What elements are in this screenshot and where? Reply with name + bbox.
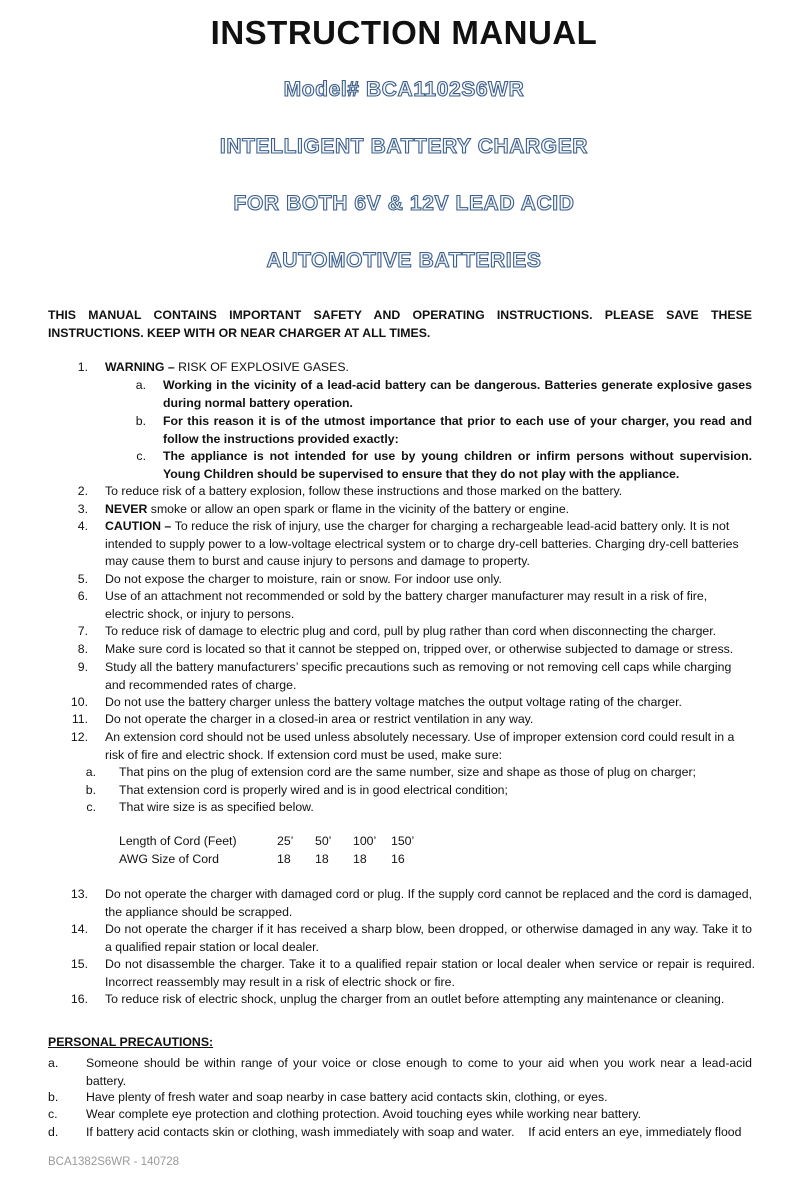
item-number: 1. xyxy=(77,360,88,374)
item-text: Make sure cord is located so that it cannot be stepped on, tripped over, or otherwise subjected to damage or stress. xyxy=(105,642,734,656)
item-text: Use of an attachment not recommended or sold by the battery charger manufacturer may result in a risk of fire, electric shock, or injury to persons. xyxy=(105,589,708,621)
item-number: 12. xyxy=(70,730,88,744)
precaution-label: b. xyxy=(48,1090,59,1104)
item-text: To reduce risk of damage to electric plug and cord, pull by plug rather than cord when disconnecting the charger. xyxy=(105,624,717,638)
table-row xyxy=(119,832,429,850)
sub-item-text: The appliance is not intended for use by young children or infirm persons without supervision. Young Children should be supervised to ensure that they do not play with the appliance. xyxy=(163,449,752,481)
item-text: An extension cord should not be used unless absolutely necessary. Use of improper extension cord could result in a risk of fire and electric shock. If extension cord must be used, make sure: xyxy=(105,730,735,762)
table-row xyxy=(119,850,429,868)
item-number: 2. xyxy=(77,484,88,498)
item-number: 16. xyxy=(70,992,88,1006)
sub-item-text: That wire size is as specified below. xyxy=(119,800,314,814)
item-text: Do not use the battery charger unless the battery voltage matches the output voltage rating of the charger. xyxy=(105,695,682,709)
sub-item-label: a. xyxy=(135,378,146,392)
precaution-label: c. xyxy=(48,1107,58,1121)
table-cell: 25’ xyxy=(277,834,294,848)
item-number: 4. xyxy=(77,519,88,533)
item-number: 8. xyxy=(77,642,88,656)
sub-item-label: c. xyxy=(86,800,96,814)
sub-item-text: That pins on the plug of extension cord are the same number, size and shape as those of plug on charger; xyxy=(119,765,696,779)
item-number: 9. xyxy=(77,660,88,674)
table-cell: 50’ xyxy=(315,834,332,848)
item-text: Do not expose the charger to moisture, rain or snow. For indoor use only. xyxy=(105,572,502,586)
never-label: NEVER xyxy=(105,502,148,516)
table-cell: 18 xyxy=(277,852,291,866)
item-number: 7. xyxy=(77,624,88,638)
item-number: 11. xyxy=(71,712,88,726)
table-cell: 18 xyxy=(353,852,367,866)
warning-label: WARNING – xyxy=(105,360,179,374)
personal-precautions-heading: PERSONAL PRECAUTIONS: xyxy=(48,1035,214,1049)
product-line-2: FOR BOTH 6V & 12V LEAD ACID xyxy=(233,192,575,215)
item-text: Do not operate the charger in a closed-in area or restrict ventilation in any way. xyxy=(105,712,534,726)
product-line-1: INTELLIGENT BATTERY CHARGER xyxy=(219,135,589,158)
manual-title: INSTRUCTION MANUAL xyxy=(210,14,598,51)
item-text: To reduce the risk of injury, use the charger for charging a rechargeable lead-acid battery only. It is not intended to supply power to a low-voltage electrical system or to charge dry-cell batteries. Charging dry-cell batteries may cause them to burst and cause injury to persons and damage to property. xyxy=(105,519,739,569)
item-number: 14. xyxy=(70,922,88,936)
item-number: 5. xyxy=(77,572,88,586)
item-text: Do not operate the charger with damaged cord or plug. If the supply cord cannot be replaced and the cord is damaged, the appliance should be scrapped. xyxy=(105,887,752,919)
item-text: smoke or allow an open spark or flame in the vicinity of the battery or engine. xyxy=(147,502,570,516)
item-number: 3. xyxy=(77,502,88,516)
item-text: RISK OF EXPLOSIVE GASES. xyxy=(178,360,349,374)
sub-item-label: c. xyxy=(136,449,146,463)
sub-item-label: b. xyxy=(135,414,146,428)
table-cell: 150’ xyxy=(391,834,415,848)
table-cell: Length of Cord (Feet) xyxy=(119,834,237,848)
table-cell: 18 xyxy=(315,852,329,866)
model-number: Model# BCA1102S6WR xyxy=(283,78,525,101)
precaution-label: a. xyxy=(48,1056,59,1070)
sub-item-text: For this reason it is of the utmost importance that prior to each use of your charger, you read and follow the instructions provided exactly: xyxy=(163,414,752,446)
item-text: Study all the battery manufacturers’ specific precautions such as removing or not removing cell caps while charging and recommended rates of charge. xyxy=(105,660,732,692)
table-cell: AWG Size of Cord xyxy=(119,852,219,866)
item-text: To reduce risk of a battery explosion, follow these instructions and those marked on the battery. xyxy=(105,484,623,498)
precaution-text: If battery acid contacts skin or clothing, wash immediately with soap and water. If acid enters an eye, immediately flood xyxy=(86,1125,742,1139)
item-number: 13. xyxy=(70,887,88,901)
item-text: Do not disassemble the charger. Take it to a qualified repair station or local dealer when service or repair is required. Incorrect reassembly may result in a risk of electric shock or fire. xyxy=(105,957,755,989)
precaution-text: Have plenty of fresh water and soap nearby in case battery acid contacts skin, clothing, or eyes. xyxy=(86,1090,608,1104)
item-text: Do not operate the charger if it has received a sharp blow, been dropped, or otherwise damaged in any way. Take it to a qualified repair station or local dealer. xyxy=(105,922,752,954)
item-number: 15. xyxy=(70,957,88,971)
table-cell: 16 xyxy=(391,852,405,866)
cord-size-table xyxy=(119,832,429,868)
product-line-3: AUTOMOTIVE BATTERIES xyxy=(266,249,542,272)
precaution-text: Wear complete eye protection and clothing protection. Avoid touching eyes while working near battery. xyxy=(86,1107,642,1121)
item-number: 10. xyxy=(70,695,88,709)
table-cell: 100’ xyxy=(353,834,377,848)
item-text: To reduce risk of electric shock, unplug the charger from an outlet before attempting any maintenance or cleaning. xyxy=(105,992,725,1006)
item-number: 6. xyxy=(77,589,88,603)
document-code: BCA1382S6WR - 140728 xyxy=(48,1156,180,1168)
sub-item-label: b. xyxy=(85,783,96,797)
precaution-label: d. xyxy=(48,1125,59,1139)
caution-label: CAUTION – xyxy=(105,519,175,533)
sub-item-label: a. xyxy=(85,765,96,779)
sub-item-text: Working in the vicinity of a lead-acid battery can be dangerous. Batteries generate explosive gases during normal battery operation. xyxy=(163,378,752,410)
precaution-text: Someone should be within range of your voice or close enough to come to your aid when you work near a lead-acid battery. xyxy=(86,1056,752,1088)
intro-notice: THIS MANUAL CONTAINS IMPORTANT SAFETY AND OPERATING INSTRUCTIONS. PLEASE SAVE THESE INSTRUCTIONS. KEEP WITH OR NEAR CHARGER AT ALL TIMES. xyxy=(48,308,752,340)
sub-item-text: That extension cord is properly wired and is in good electrical condition; xyxy=(119,783,508,797)
